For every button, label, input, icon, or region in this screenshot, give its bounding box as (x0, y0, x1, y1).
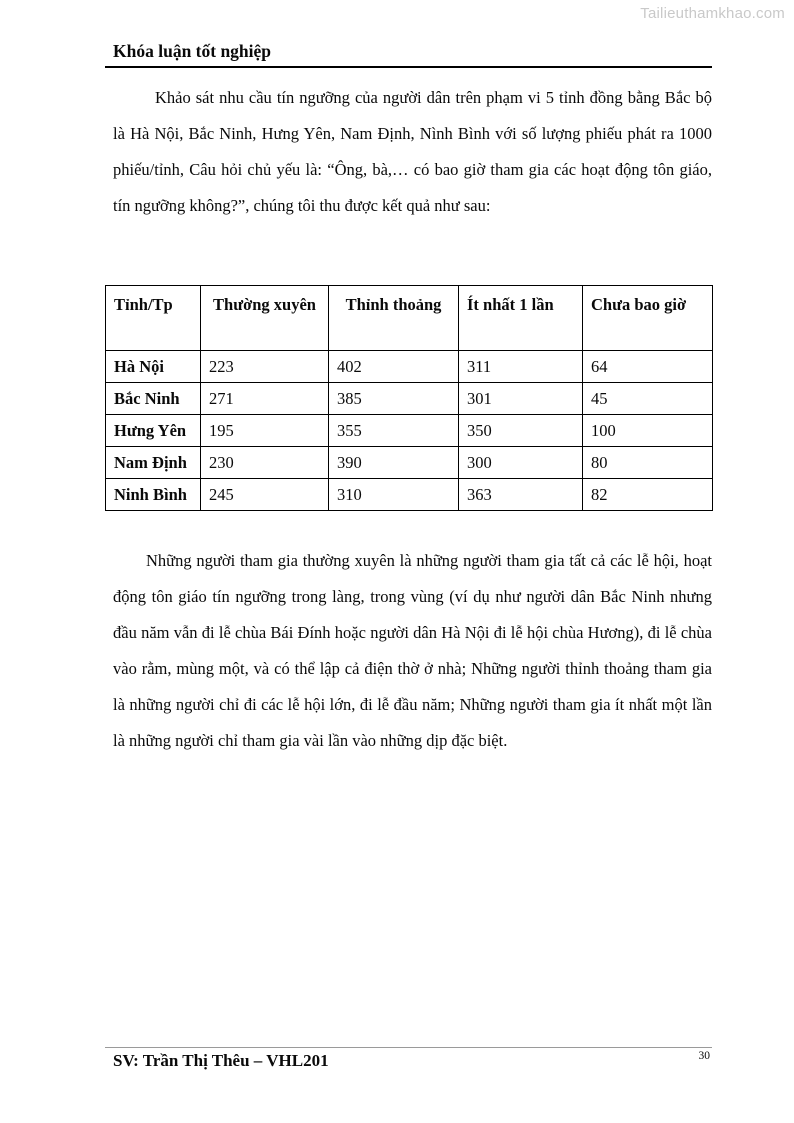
paragraph-analysis: Những người tham gia thường xuyên là những người tham gia tất cả các lễ hội, hoạt động tôn giáo tín ngưỡng trong làng, trong vùng (ví dụ như người dân Bắc Ninh nhưng đầu năm vẫn đi lễ chùa Bái Đính hoặc người dân Hà Nội đi lễ hội chùa Hương), đi lễ chùa vào rằm, mùng một, và có thể lập cả điện thờ ở nhà; Những người thỉnh thoảng tham gia là những người chỉ đi các lễ hội lớn, đi lễ đầu năm; Những người tham gia ít nhất một lần là những người chỉ tham gia vài lần vào những dịp đặc biệt. (113, 551, 712, 750)
table-cell: 195 (201, 415, 329, 447)
table-cell: 64 (583, 351, 713, 383)
table-cell: 100 (583, 415, 713, 447)
column-header-never: Chưa bao giờ (583, 286, 713, 351)
table-row (106, 479, 713, 511)
footer-author: SV: Trần Thị Thêu – VHL201 (113, 1051, 329, 1070)
row-label: Bắc Ninh (106, 383, 201, 415)
table-row (106, 415, 713, 447)
column-header-province: Tỉnh/Tp (106, 286, 201, 351)
watermark: Tailieuthamkhao.com (640, 5, 785, 22)
page-number: 30 (698, 1050, 710, 1062)
table-row (106, 383, 713, 415)
page-footer (105, 1047, 712, 1071)
row-label: Hà Nội (106, 351, 201, 383)
column-header-often: Thường xuyên (201, 286, 329, 351)
paragraph-intro: Khảo sát nhu cầu tín ngưỡng của người dân trên phạm vi 5 tỉnh đồng bằng Bắc bộ là Hà Nội, Bắc Ninh, Hưng Yên, Nam Định, Nình Bình với số lượng phiếu phát ra 1000 phiếu/tỉnh, Câu hỏi chủ yếu là: “Ông, bà,… có bao giờ tham gia các hoạt động tôn giáo, tín ngưỡng không?”, chúng tôi thu được kết quả như sau: (113, 88, 712, 215)
table-cell: 310 (329, 479, 459, 511)
table-cell: 301 (459, 383, 583, 415)
table-row (106, 447, 713, 479)
page-header (105, 41, 712, 68)
survey-table (105, 285, 713, 511)
table-cell: 80 (583, 447, 713, 479)
row-label: Ninh Bình (106, 479, 201, 511)
table-cell: 82 (583, 479, 713, 511)
table-row (106, 351, 713, 383)
table-cell: 385 (329, 383, 459, 415)
table-cell: 363 (459, 479, 583, 511)
table-header-row (106, 286, 713, 351)
table-cell: 350 (459, 415, 583, 447)
row-label: Hưng Yên (106, 415, 201, 447)
table-cell: 355 (329, 415, 459, 447)
table-cell: 390 (329, 447, 459, 479)
table-cell: 300 (459, 447, 583, 479)
row-label: Nam Định (106, 447, 201, 479)
column-header-at-least-once: Ít nhất 1 lần (459, 286, 583, 351)
table-cell: 402 (329, 351, 459, 383)
table-cell: 223 (201, 351, 329, 383)
table-cell: 311 (459, 351, 583, 383)
table-cell: 245 (201, 479, 329, 511)
table-cell: 230 (201, 447, 329, 479)
page-title: Khóa luận tốt nghiệp (113, 41, 272, 61)
column-header-sometimes: Thỉnh thoảng (329, 286, 459, 351)
table-cell: 271 (201, 383, 329, 415)
table-cell: 45 (583, 383, 713, 415)
